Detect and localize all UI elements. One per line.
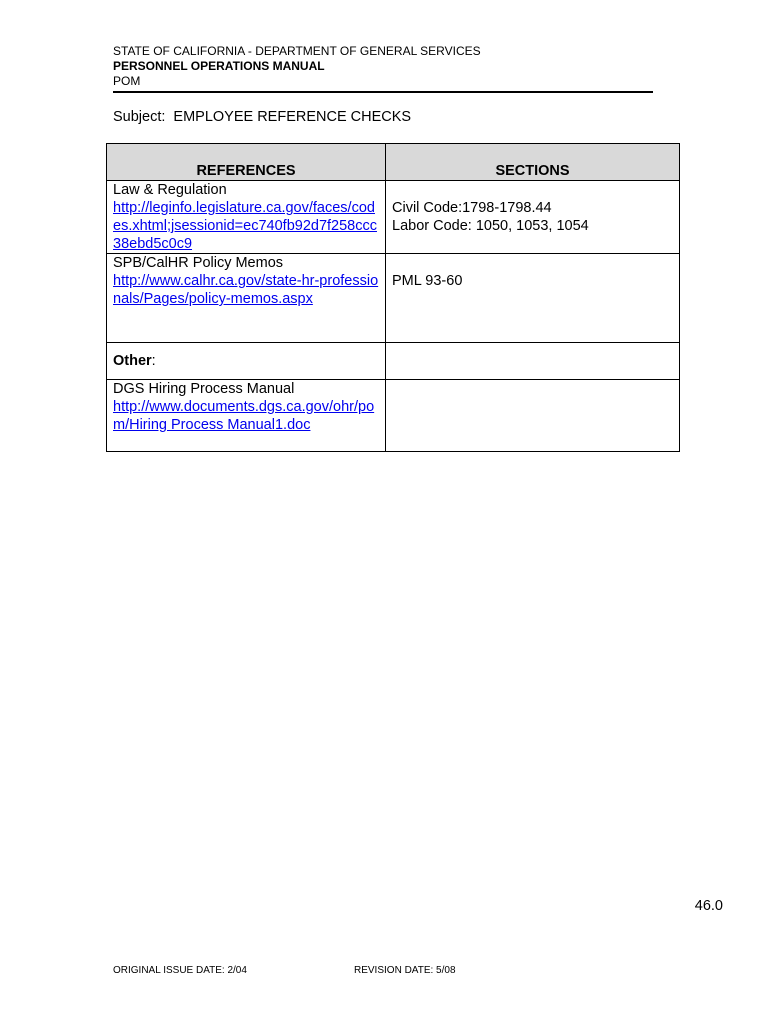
reference-link[interactable]: http://www.calhr.ca.gov/state-hr-professionals/Pages/policy-memos.aspx <box>113 273 379 307</box>
other-label: Other <box>113 353 152 369</box>
table-row <box>107 254 680 343</box>
other-colon: : <box>151 353 156 369</box>
revision-date: REVISION DATE: 5/08 <box>354 965 456 976</box>
reference-link[interactable]: http://www.documents.dgs.ca.gov/ohr/pom/Hiring Process Manual1.doc <box>113 399 375 433</box>
original-issue-date: ORIGINAL ISSUE DATE: 2/04 <box>113 965 247 976</box>
table-row <box>107 343 680 380</box>
reference-title: Law & Regulation <box>113 182 227 198</box>
references-column-header: REFERENCES <box>107 144 386 181</box>
subject-value: EMPLOYEE REFERENCE CHECKS <box>173 109 412 125</box>
table-row <box>107 380 680 452</box>
table-header-row <box>107 144 680 181</box>
section-pml: PML 93-60 <box>392 273 463 289</box>
reference-link[interactable]: http://leginfo.legislature.ca.gov/faces/codes.xhtml;jsessionid=ec740fb92d7f258ccc38ebd5c0c9 <box>113 200 377 252</box>
header-rule <box>113 91 653 93</box>
subject-line <box>113 109 411 125</box>
section-civil-code: Civil Code:1798-1798.44 <box>392 200 552 216</box>
section-labor-code: Labor Code: 1050, 1053, 1054 <box>392 218 589 234</box>
header-department: STATE OF CALIFORNIA - DEPARTMENT OF GENERAL SERVICES <box>113 44 481 58</box>
subject-label: Subject: <box>113 109 166 125</box>
page-number: 46.0 <box>694 898 723 914</box>
header-manual-title: PERSONNEL OPERATIONS MANUAL <box>113 59 325 73</box>
reference-title: DGS Hiring Process Manual <box>113 381 295 397</box>
header-abbreviation: POM <box>113 74 141 88</box>
sections-column-header: SECTIONS <box>386 144 680 181</box>
document-header <box>113 44 653 89</box>
references-table <box>106 143 680 452</box>
reference-title: SPB/CalHR Policy Memos <box>113 255 284 271</box>
table-row <box>107 181 680 254</box>
